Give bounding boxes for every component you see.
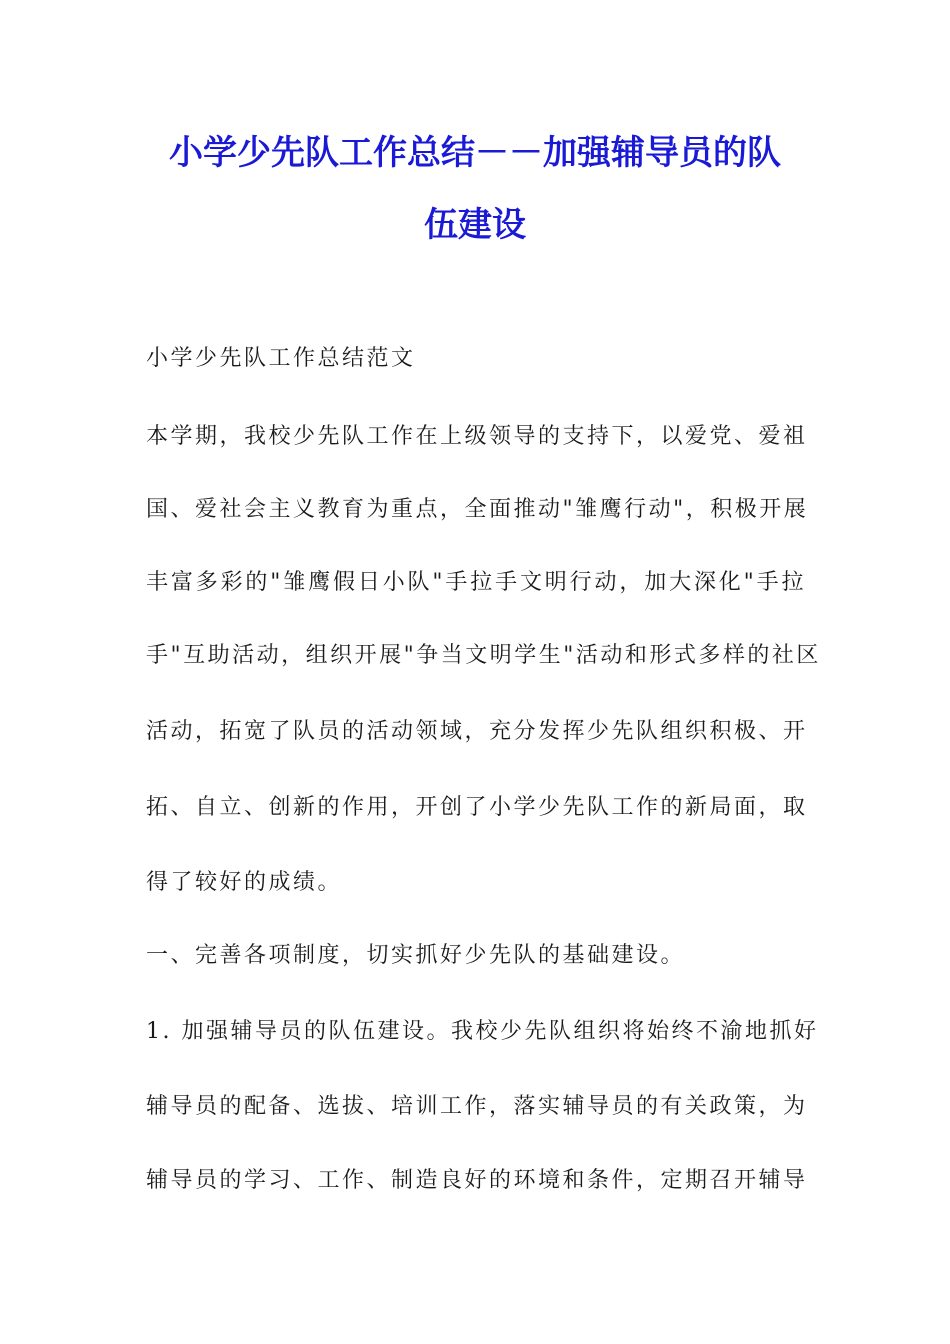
body-text-line: 辅导员的学习、工作、制造良好的环境和条件，定期召开辅导 [146, 1168, 808, 1193]
body-text-line: 国、爱社会主义教育为重点，全面推动"雏鹰行动"，积极开展 [146, 497, 809, 522]
body-text-line: 活动，拓宽了队员的活动领域，充分发挥少先队组织积极、开 [146, 719, 808, 744]
body-text-line: 丰富多彩的"雏鹰假日小队"手拉手文明行动，加大深化"手拉 [146, 570, 806, 595]
body-text-line: 本学期，我校少先队工作在上级领导的支持下，以爱党、爱祖 [146, 424, 808, 449]
document-title-line-1: 小学少先队工作总结－－加强辅导员的队 [169, 133, 781, 173]
body-text-line: 拓、自立、创新的作用，开创了小学少先队工作的新局面，取 [146, 795, 808, 820]
body-text-line: 手"互助活动，组织开展"争当文明学生"活动和形式多样的社区 [146, 643, 821, 668]
body-text-line: 辅导员的配备、选拔、培训工作，落实辅导员的有关政策，为 [146, 1094, 808, 1119]
section-heading: 一、完善各项制度，切实抓好少先队的基础建设。 [146, 943, 686, 968]
section-subtitle: 小学少先队工作总结范文 [146, 346, 416, 371]
body-text-line: 1. 加强辅导员的队伍建设。我校少先队组织将始终不渝地抓好 [146, 1019, 819, 1044]
document-title-line-2: 伍建设 [424, 205, 526, 245]
body-text-line: 得了较好的成绩。 [146, 870, 343, 895]
